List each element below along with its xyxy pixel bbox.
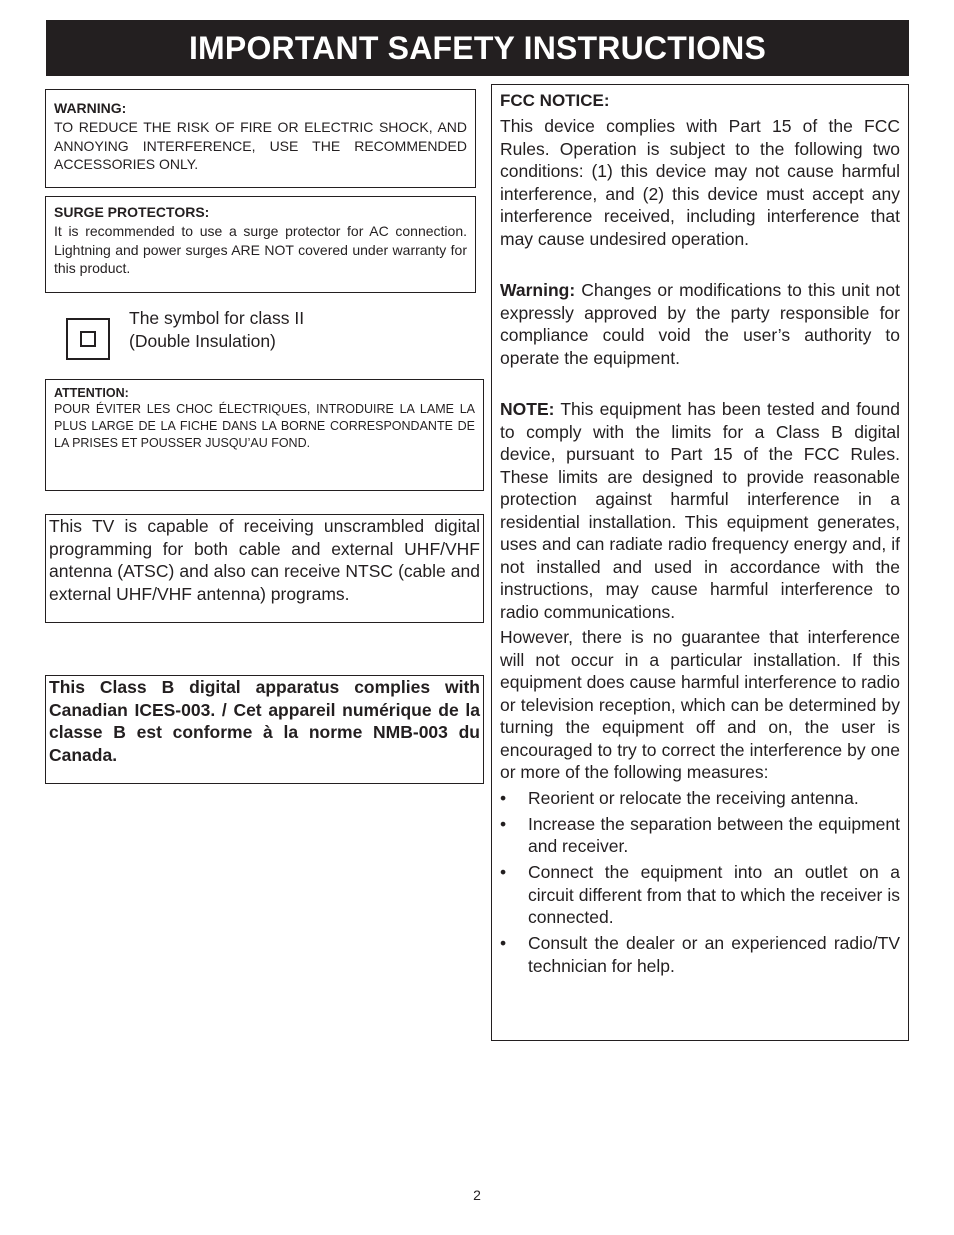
measure-text: Consult the dealer or an experienced radio/TV technician for help. bbox=[528, 933, 900, 976]
bullet: • bbox=[500, 933, 507, 953]
class-ii-line-1: The symbol for class II bbox=[129, 308, 305, 328]
double-insulation-icon bbox=[66, 318, 110, 360]
attention-box bbox=[45, 379, 484, 491]
list-item bbox=[500, 861, 900, 929]
surge-protectors-box bbox=[45, 196, 476, 293]
double-insulation-inner-square bbox=[80, 331, 96, 347]
fcc-note-paragraph bbox=[500, 398, 900, 623]
bullet: • bbox=[500, 862, 507, 882]
fcc-however-text: However, there is no guarantee that interference will not occur in a particular installation. If this equipment does cause harmful interference to radio or television reception, which can be determined by turning the equipment off and on, the user is encouraged to try to correct the interference by one or more of the following measures: bbox=[500, 627, 900, 782]
warning-text: TO REDUCE THE RISK OF FIRE OR ELECTRIC SHOCK, AND ANNOYING INTERFERENCE, USE THE RECOMMENDED ACCESSORIES ONLY. bbox=[54, 119, 467, 172]
list-item bbox=[500, 932, 900, 977]
attention-heading: ATTENTION: bbox=[54, 386, 129, 400]
list-item bbox=[500, 787, 900, 810]
tv-capability-box bbox=[45, 514, 484, 623]
class-ii-line-2: (Double Insulation) bbox=[129, 330, 276, 351]
fcc-compliance-text: This device complies with Part 15 of the FCC Rules. Operation is subject to the following two conditions: (1) this device may not cause harmful interference, and (2) this device must accept any interference received, including interference that may cause undesired operation. bbox=[500, 116, 900, 249]
ices-compliance-box bbox=[45, 675, 484, 784]
list-item bbox=[500, 813, 900, 858]
measure-text: Reorient or relocate the receiving antenna. bbox=[528, 787, 859, 808]
surge-heading: SURGE PROTECTORS: bbox=[54, 204, 210, 220]
measure-text: Connect the equipment into an outlet on a circuit different from that to which the receiver is connected. bbox=[528, 862, 900, 927]
fcc-heading: FCC NOTICE: bbox=[500, 91, 610, 110]
page-title: IMPORTANT SAFETY INSTRUCTIONS bbox=[46, 20, 909, 76]
fcc-note-label: NOTE: bbox=[500, 399, 555, 419]
class-ii-label bbox=[129, 307, 304, 352]
bullet: • bbox=[500, 813, 507, 834]
page-number: 2 bbox=[473, 1187, 481, 1203]
attention-text: POUR ÉVITER LES CHOC ÉLECTRIQUES, INTRODUIRE LA LAME LA PLUS LARGE DE LA FICHE DANS LA BORNE CORRESPONDANTE DE LA PRISES ET POUSSER JUSQU’AU FOND. bbox=[54, 402, 475, 450]
warning-box bbox=[45, 89, 476, 188]
fcc-warning-text: Changes or modifications to this unit not expressly approved by the party responsible for compliance could void the user’s authority to operate the equipment. bbox=[500, 280, 900, 368]
fcc-warning-label: Warning: bbox=[500, 280, 576, 300]
surge-text: It is recommended to use a surge protector for AC connection. Lightning and power surges ARE NOT covered under warranty for this product. bbox=[54, 223, 467, 276]
fcc-note-text: This equipment has been tested and found to comply with the limits for a Class B digital device, pursuant to Part 15 of the FCC Rules. These limits are designed to provide reasonable protection against harmful interference in a residential installation. This equipment generates, uses and can radiate radio frequency energy and, if not installed and used in accordance with the instructions, may cause harmful interference to radio communications. bbox=[500, 399, 901, 622]
tv-capability-text: This TV is capable of receiving unscrambled digital programming for both cable and external UHF/VHF antenna (ATSC) and also can receive NTSC (cable and external UHF/VHF antenna) programs. bbox=[49, 516, 480, 604]
fcc-measures-list bbox=[500, 787, 900, 978]
bullet: • bbox=[500, 787, 507, 808]
fcc-notice-box bbox=[491, 84, 909, 1041]
fcc-warning-paragraph bbox=[500, 279, 900, 369]
measure-text: Increase the separation between the equipment and receiver. bbox=[528, 813, 900, 856]
warning-heading: WARNING: bbox=[54, 100, 127, 116]
ices-compliance-text: This Class B digital apparatus complies with Canadian ICES-003. / Cet appareil numérique de la classe B est conforme à la norme NMB-003 du Canada. bbox=[49, 677, 480, 765]
